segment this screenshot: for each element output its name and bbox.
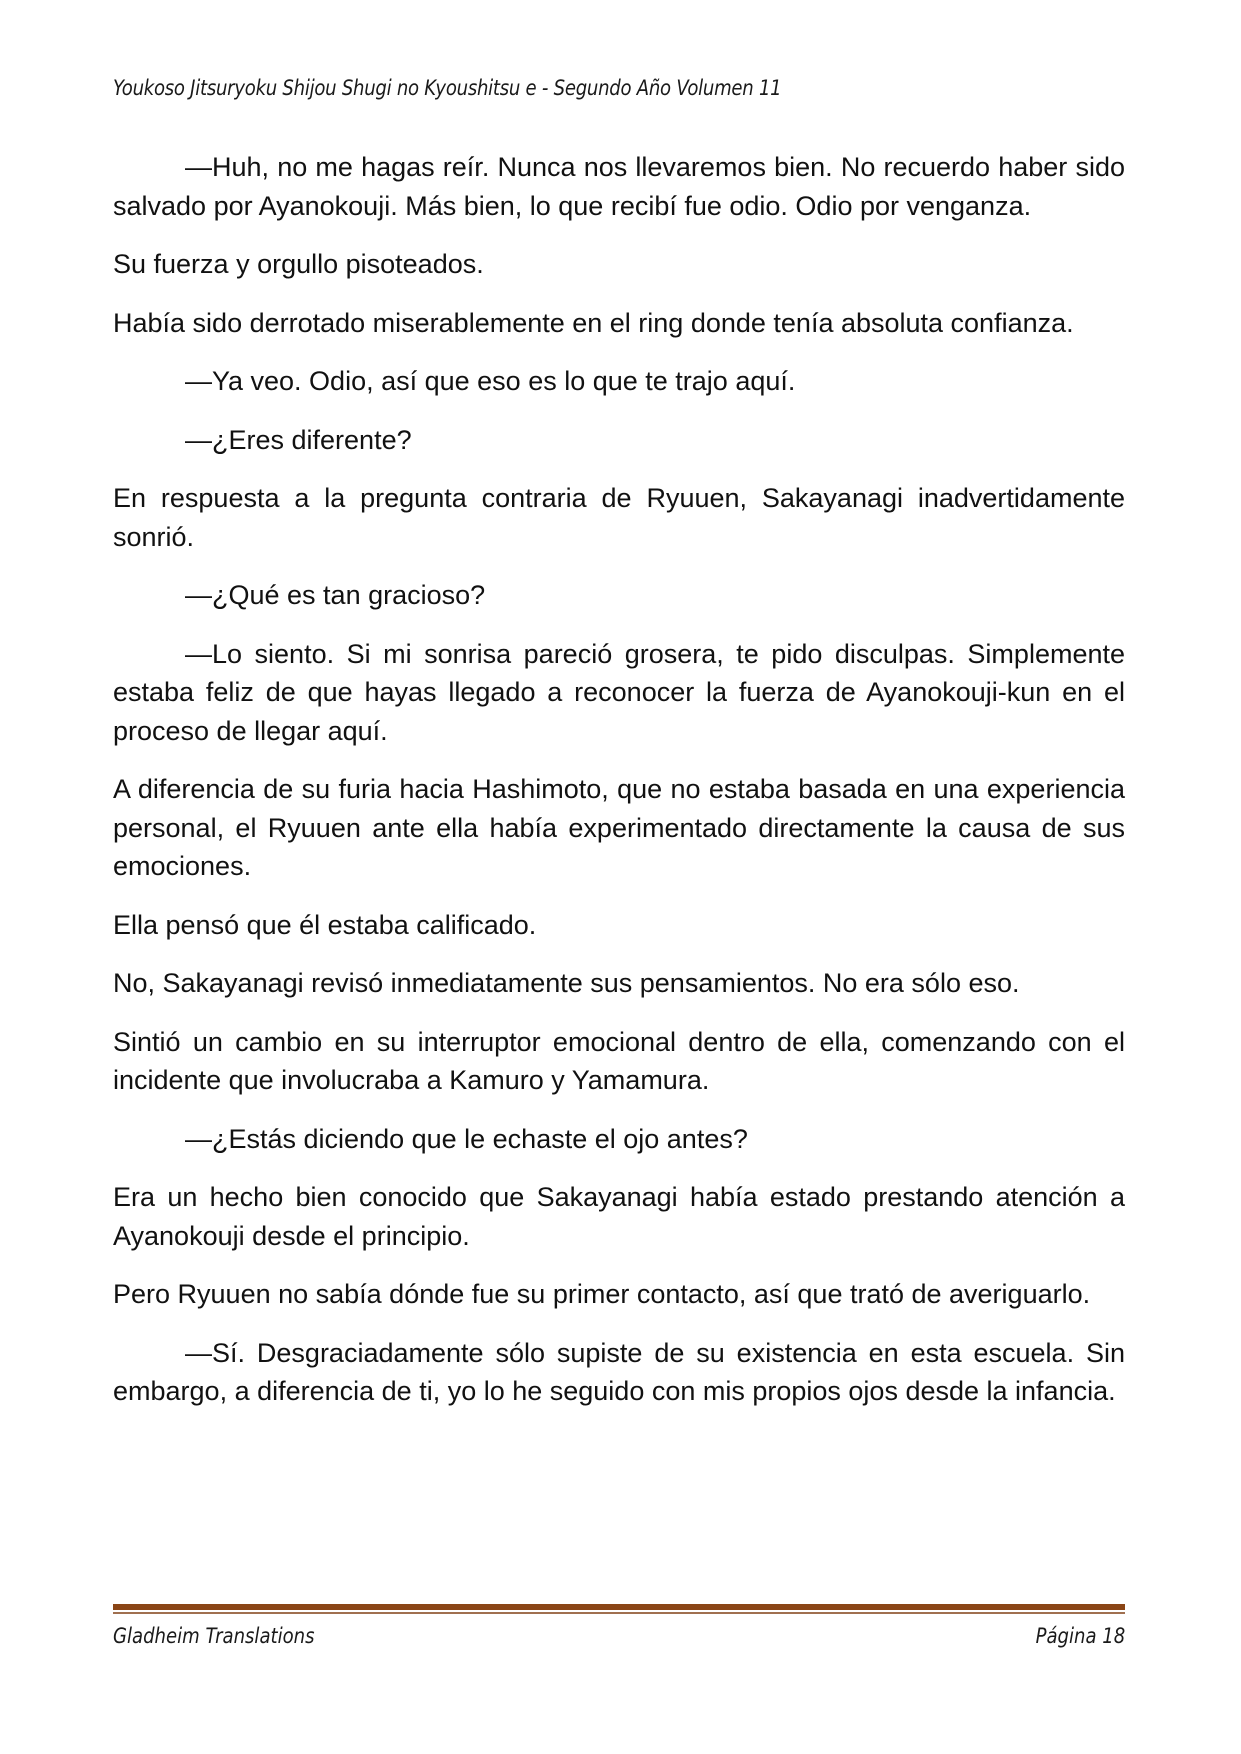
footer-divider bbox=[113, 1604, 1125, 1614]
paragraph-dialogue: —Lo siento. Si mi sonrisa pareció grosera, te pido disculpas. Simplemente estaba feliz de que hayas llegado a reconocer la fuerza de Ayanokouji-kun en el proceso de llegar aquí. bbox=[113, 638, 1125, 746]
paragraph-dialogue: —¿Estás diciendo que le echaste el ojo antes? bbox=[185, 1123, 748, 1154]
paragraph: A diferencia de su furia hacia Hashimoto, que no estaba basada en una experiencia personal, el Ryuuen ante ella había experimentado directamente la causa de sus emociones. bbox=[113, 774, 1125, 881]
paragraph: Era un hecho bien conocido que Sakayanagi había estado prestando atención a Ayanokouji desde el principio. bbox=[113, 1182, 1125, 1251]
paragraph-dialogue: —Huh, no me hagas reír. Nunca nos llevaremos bien. No recuerdo haber sido salvado por Ayanokouji. Más bien, lo que recibí fue odio. Odio por venganza. bbox=[113, 152, 1125, 221]
running-header: Youkoso Jitsuryoku Shijou Shugi no Kyoushitsu e - Segundo Año Volumen 11 bbox=[113, 76, 782, 100]
paragraph-dialogue: —Sí. Desgraciadamente sólo supiste de su existencia en esta escuela. Sin embargo, a diferencia de ti, yo lo he seguido con mis propios ojos desde la infancia. bbox=[113, 1337, 1125, 1406]
page-body bbox=[113, 148, 1125, 1431]
paragraph: No, Sakayanagi revisó inmediatamente sus pensamientos. No era sólo eso. bbox=[113, 968, 1020, 998]
paragraph: Su fuerza y orgullo pisoteados. bbox=[113, 249, 484, 279]
paragraph: Ella pensó que él estaba calificado. bbox=[113, 909, 537, 940]
paragraph: En respuesta a la pregunta contraria de Ryuuen, Sakayanagi inadvertidamente sonrió. bbox=[113, 483, 1125, 552]
footer-divider-thin bbox=[113, 1612, 1125, 1614]
footer-page-number: Página 18 bbox=[1035, 1624, 1125, 1648]
paragraph: Había sido derrotado miserablemente en el ring donde tenía absoluta confianza. bbox=[113, 307, 1074, 338]
paragraph-dialogue: —Ya veo. Odio, así que eso es lo que te trajo aquí. bbox=[185, 366, 796, 396]
paragraph-dialogue: —¿Eres diferente? bbox=[185, 424, 412, 455]
paragraph-dialogue: —¿Qué es tan gracioso? bbox=[185, 580, 486, 610]
paragraph: Pero Ryuuen no sabía dónde fue su primer contacto, así que trató de averiguarlo. bbox=[113, 1279, 1091, 1309]
footer-divider-thick bbox=[113, 1604, 1125, 1610]
paragraph: Sintió un cambio en su interruptor emocional dentro de ella, comenzando con el incidente que involucraba a Kamuro y Yamamura. bbox=[113, 1026, 1125, 1095]
footer-publisher: Gladheim Translations bbox=[113, 1624, 315, 1648]
